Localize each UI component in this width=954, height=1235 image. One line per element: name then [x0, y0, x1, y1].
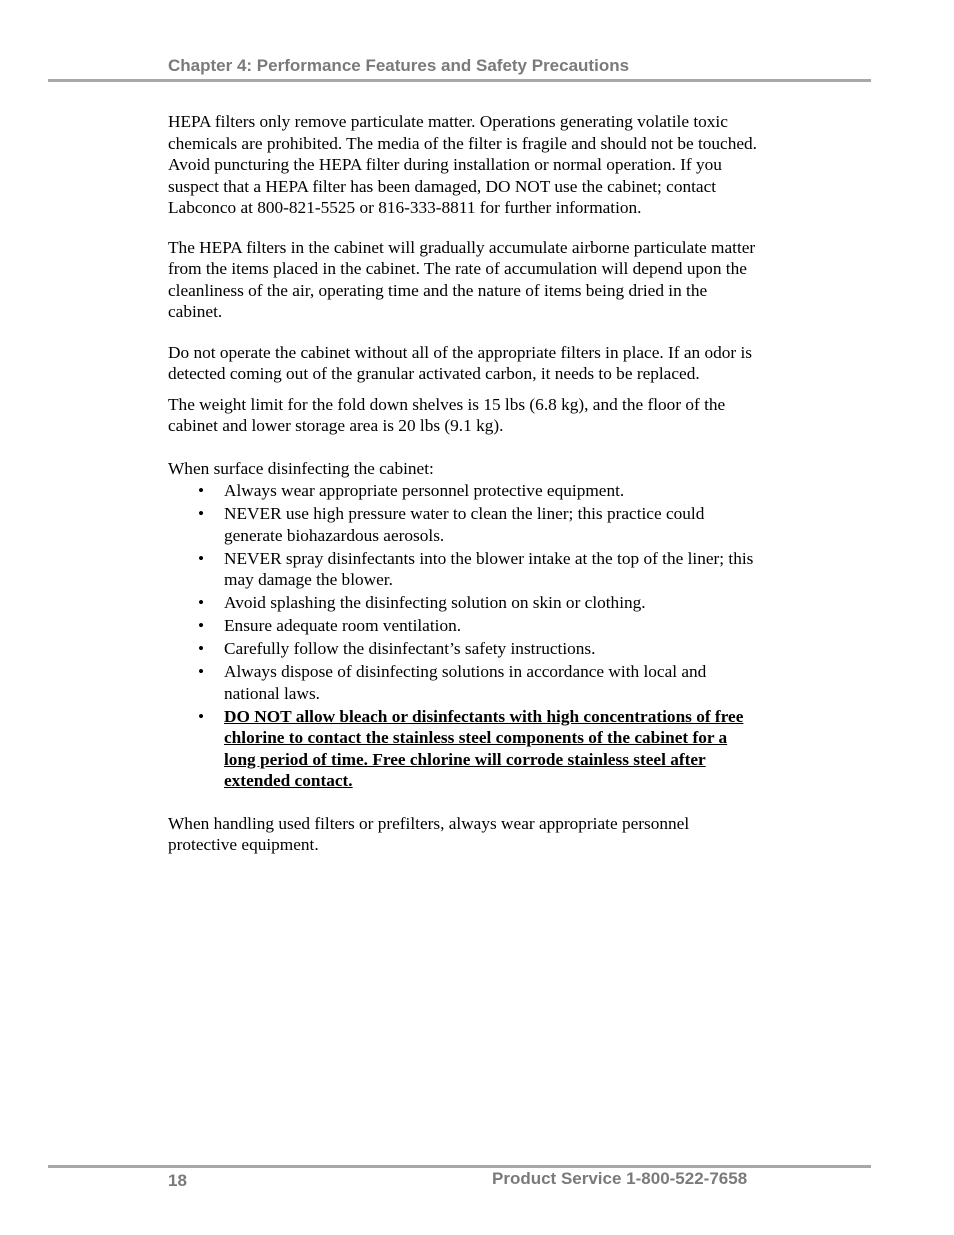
page-header-title: Chapter 4: Performance Features and Safety Precautions	[168, 56, 630, 75]
list-item-warning	[168, 706, 758, 792]
list-item-text: Ensure adequate room ventilation.	[224, 616, 462, 635]
paragraph-hepa-filters: HEPA filters only remove particulate matter. Operations generating volatile toxic chemicals are prohibited. The media of the filter is fragile and should not be touched. Avoid puncturing the HEPA filter during installation or normal operation. If you suspect that a HEPA filter has been damaged, DO NOT use the cabinet; contact Labconco at 800-821-5525 or 816-333-8811 for further information.	[168, 112, 757, 217]
paragraph-weight-limit: The weight limit for the fold down shelves is 15 lbs (6.8 kg), and the floor of the cabinet and lower storage area is 20 lbs (9.1 kg).	[168, 394, 726, 435]
list-item	[168, 661, 758, 704]
list-item-text: Avoid splashing the disinfecting solution on skin or clothing.	[224, 593, 646, 612]
product-service-contact: Product Service 1-800-522-7658	[492, 1169, 748, 1188]
paragraph-handling-filters: When handling used filters or prefilters, always wear appropriate personnel protective equipment.	[168, 813, 690, 854]
disinfecting-bullet-list	[168, 480, 758, 792]
header-rule	[48, 79, 871, 82]
bullet-icon: •	[198, 706, 205, 726]
list-item	[168, 480, 758, 502]
list-item	[168, 548, 758, 591]
footer-rule	[48, 1165, 871, 1168]
paragraph-filters-in-place: Do not operate the cabinet without all of the appropriate filters in place. If an odor is detected coming out of the granular activated carbon, it needs to be replaced.	[168, 342, 753, 383]
document-body	[168, 111, 758, 856]
chlorine-warning-text: DO NOT allow bleach or disinfectants with high concentrations of free chlorine to contact the stainless steel components of the cabinet for a long period of time. Free chlorine will corrode stainless steel after extended contact.	[224, 706, 744, 790]
bullet-icon: •	[198, 548, 205, 568]
list-item	[168, 592, 758, 614]
list-item-text: Always dispose of disinfecting solutions in accordance with local and national laws.	[224, 662, 707, 703]
bullet-icon: •	[198, 616, 205, 635]
list-item-text: NEVER use high pressure water to clean the liner; this practice could generate biohazardous aerosols.	[224, 504, 705, 545]
bullet-icon: •	[198, 662, 205, 681]
list-item	[168, 503, 758, 546]
list-item	[168, 615, 758, 637]
bullet-icon: •	[198, 639, 205, 658]
bullet-icon: •	[198, 593, 205, 612]
bullet-icon: •	[198, 504, 205, 523]
list-item-text: Always wear appropriate personnel protective equipment.	[224, 481, 625, 500]
paragraph-disinfecting-intro: When surface disinfecting the cabinet:	[168, 458, 434, 478]
list-item	[168, 638, 758, 660]
page-number: 18	[168, 1171, 187, 1190]
paragraph-accumulation: The HEPA filters in the cabinet will gradually accumulate airborne particulate matter from the items placed in the cabinet. The rate of accumulation will depend upon the cleanliness of the air, operating time and the nature of items being dried in the cabinet.	[168, 237, 756, 321]
list-item-text: NEVER spray disinfectants into the blower intake at the top of the liner; this may damage the blower.	[224, 548, 754, 589]
list-item-text: Carefully follow the disinfectant’s safety instructions.	[224, 639, 596, 658]
bullet-icon: •	[198, 481, 205, 500]
